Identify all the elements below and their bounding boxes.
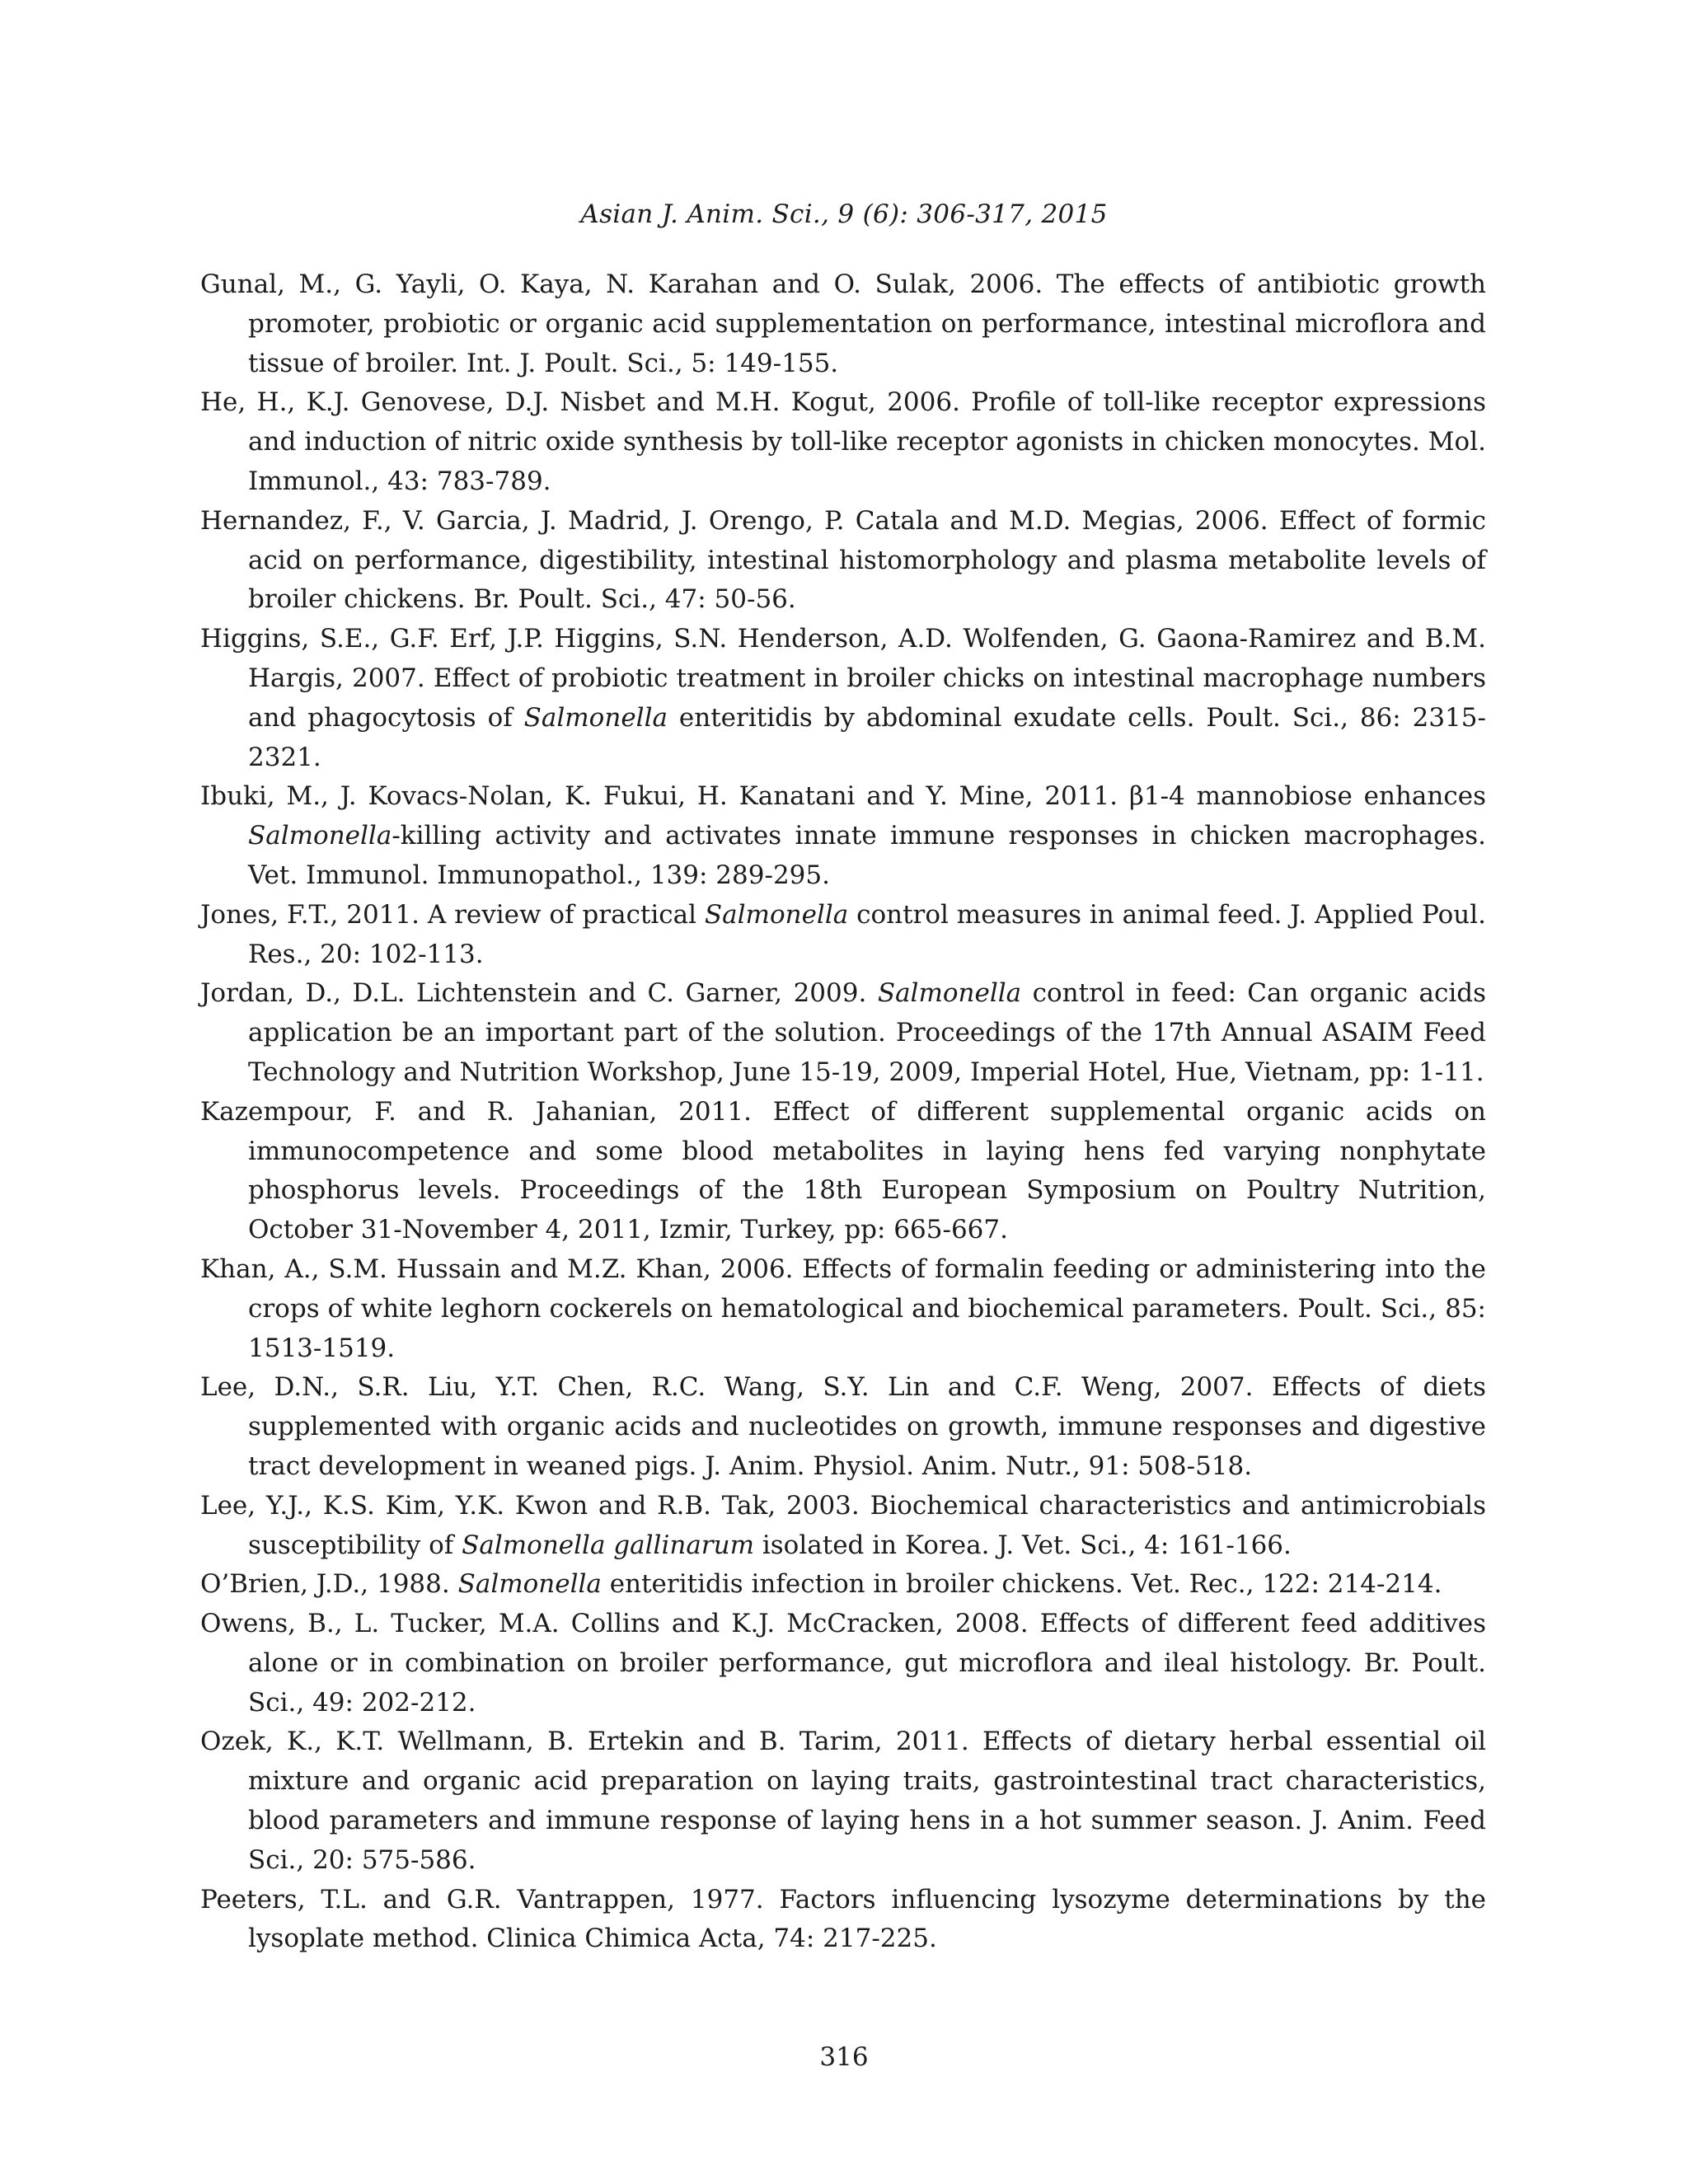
reference-text: enteritidis by abdominal exudate cells. Poult. Sci., 86: 2315-2321. [248, 702, 1486, 772]
reference-text: Kazempour, F. and R. Jahanian, 2011. Effect of different supplemental organic acids on immunocompetence and some blood metabolites in laying hens fed varying nonphytate phosphorus levels. Proceedings of the 18th European Symposium on Poultry Nutrition, October 31-November 4, 2011, Izmir, Turkey, pp: 665-667. [200, 1096, 1486, 1245]
reference-entry [200, 1565, 1486, 1605]
reference-entry [200, 1722, 1486, 1880]
reference-entry [200, 1881, 1486, 1960]
reference-entry [200, 1093, 1486, 1250]
reference-entry [200, 1250, 1486, 1368]
reference-entry [200, 896, 1486, 975]
reference-text: Hernandez, F., V. Garcia, J. Madrid, J. Orengo, P. Catala and M.D. Megias, 2006. Effect of formic acid on performance, digestibility, intestinal histomorphology and plasma metabolite levels of broiler chickens. Br. Poult. Sci., 47: 50-56. [200, 505, 1486, 615]
reference-text: Ozek, K., K.T. Wellmann, B. Ertekin and B. Tarim, 2011. Effects of dietary herbal essential oil mixture and organic acid preparation on laying traits, gastrointestinal tract characteristics, blood parameters and immune response of laying hens in a hot summer season. J. Anim. Feed Sci., 20: 575-586. [200, 1727, 1486, 1875]
reference-entry [200, 1605, 1486, 1722]
reference-text: Ibuki, M., J. Kovacs-Nolan, K. Fukui, H. Kanatani and Y. Mine, 2011. β1-4 mannobiose enhances [200, 781, 1486, 812]
reference-text: Jordan, D., D.L. Lichtenstein and C. Garner, 2009. [200, 978, 878, 1009]
reference-text: enteritidis infection in broiler chickens. Vet. Rec., 122: 214-214. [601, 1569, 1442, 1600]
italic-taxon: Salmonella [523, 702, 668, 733]
reference-entry [200, 383, 1486, 501]
italic-taxon: Salmonella gallinarum [462, 1530, 754, 1560]
reference-text: control in feed: Can organic acids application be an important part of the solution. Proceedings of the 17th Annual ASAIM Feed Technology and Nutrition Workshop, June 15-19, 2009, Imperial Hotel, Hue, Vietnam, pp: 1-11. [248, 978, 1487, 1087]
reference-entry [200, 620, 1486, 777]
reference-text: He, H., K.J. Genovese, D.J. Nisbet and M.H. Kogut, 2006. Profile of toll-like receptor expressions and induction of nitric oxide synthesis by toll-like receptor agonists in chicken monocytes. Mol. Immunol., 43: 783-789. [200, 387, 1486, 496]
reference-text: O’Brien, J.D., 1988. [200, 1569, 458, 1600]
reference-text: Khan, A., S.M. Hussain and M.Z. Khan, 2006. Effects of formalin feeding or administering into the crops of white leghorn cockerels on hematological and biochemical parameters. Poult. Sci., 85: 1513-1519. [200, 1254, 1486, 1363]
reference-text: Jones, F.T., 2011. A review of practical [200, 899, 705, 930]
italic-taxon: Salmonella [457, 1569, 602, 1600]
reference-text: isolated in Korea. J. Vet. Sci., 4: 161-166. [754, 1530, 1292, 1560]
reference-text: control measures in animal feed. J. Applied Poul. Res., 20: 102-113. [248, 899, 1486, 969]
reference-text: Lee, Y.J., K.S. Kim, Y.K. Kwon and R.B. Tak, 2003. Biochemical characteristics and antimicrobials susceptibility of [200, 1490, 1486, 1560]
italic-taxon: Salmonella [248, 821, 392, 851]
reference-text: -killing activity and activates innate immune responses in chicken macrophages. Vet. Immunol. Immunopathol., 139: 289-295. [248, 821, 1486, 890]
reference-text: Higgins, S.E., G.F. Erf, J.P. Higgins, S.N. Henderson, A.D. Wolfenden, G. Gaona-Ramirez and B.M. Hargis, 2007. Effect of probiotic treatment in broiler chicks on intestinal macrophage numbers and phagocytosis of [200, 624, 1486, 733]
italic-taxon: Salmonella [704, 899, 849, 930]
reference-entry [200, 777, 1486, 895]
reference-text: Lee, D.N., S.R. Liu, Y.T. Chen, R.C. Wang, S.Y. Lin and C.F. Weng, 2007. Effects of diets supplemented with organic acids and nucleotides on growth, immune responses and digestive tract development in weaned pigs. J. Anim. Physiol. Anim. Nutr., 91: 508-518. [200, 1372, 1486, 1481]
reference-entry [200, 1487, 1486, 1566]
reference-entry [200, 502, 1486, 620]
reference-entry [200, 265, 1486, 383]
reference-text: Peeters, T.L. and G.R. Vantrappen, 1977. Factors influencing lysozyme determinations by the lysoplate method. Clinica Chimica Acta, 74: 217-225. [200, 1884, 1486, 1954]
reference-entry [200, 974, 1486, 1092]
reference-entry [200, 1368, 1486, 1486]
reference-list [200, 265, 1486, 1959]
reference-text: Gunal, M., G. Yayli, O. Kaya, N. Karahan and O. Sulak, 2006. The effects of antibiotic growth promoter, probiotic or organic acid supplementation on performance, intestinal microflora and tissue of broiler. Int. J. Poult. Sci., 5: 149-155. [200, 269, 1486, 378]
italic-taxon: Salmonella [877, 978, 1022, 1009]
reference-text: Owens, B., L. Tucker, M.A. Collins and K.J. McCracken, 2008. Effects of different feed additives alone or in combination on broiler performance, gut microflora and ileal histology. Br. Poult. Sci., 49: 202-212. [200, 1609, 1486, 1718]
running-header: Asian J. Anim. Sci., 9 (6): 306-317, 2015 [580, 199, 1108, 229]
page-number: 316 [819, 2042, 869, 2072]
